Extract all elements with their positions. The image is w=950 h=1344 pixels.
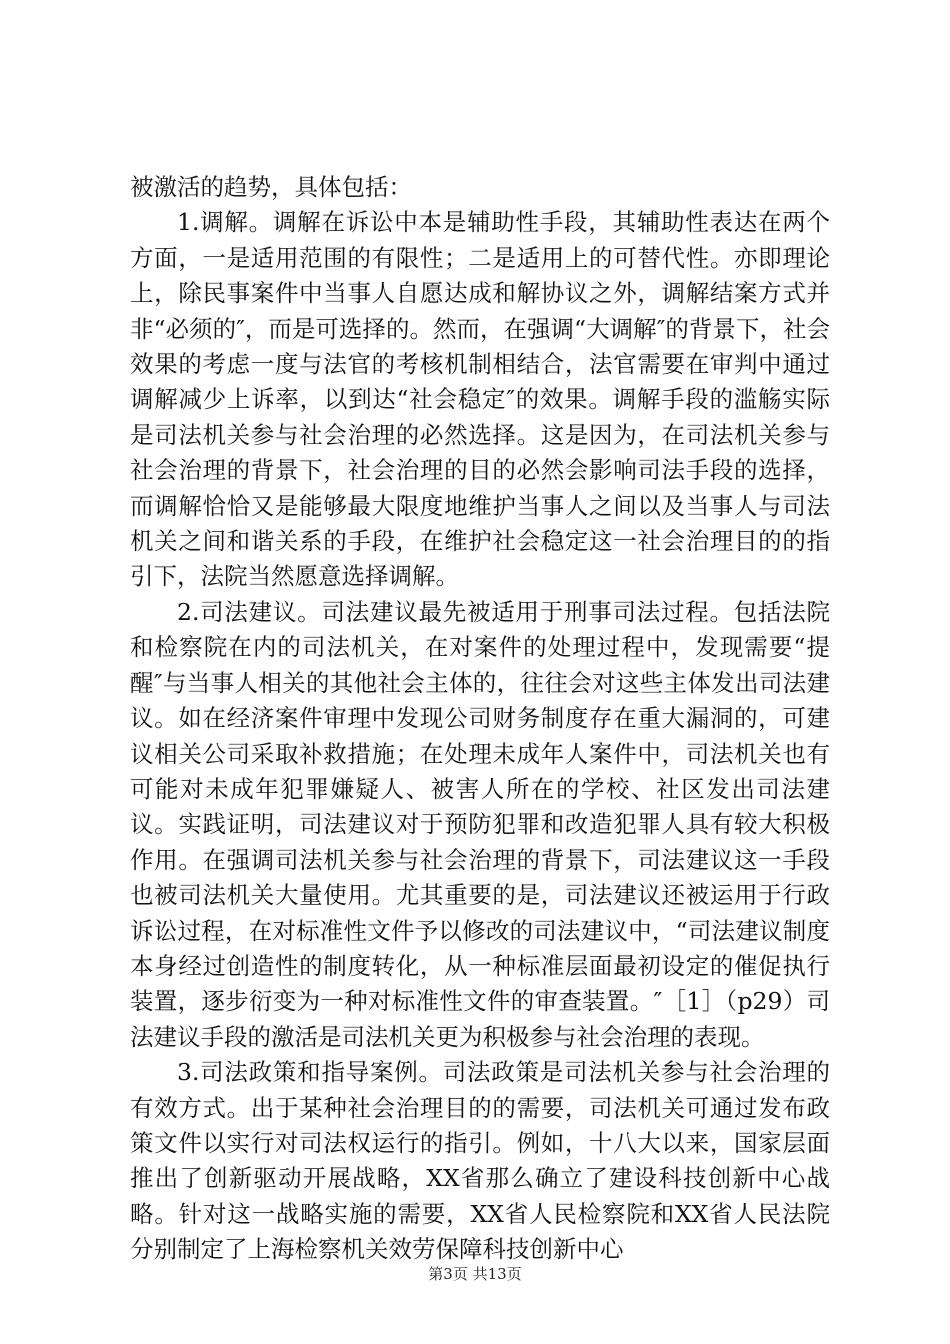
page-footer: 第3页 共13页	[428, 1265, 522, 1283]
paragraph-mediation: 1.调解。调解在诉讼中本是辅助性手段，其辅助性表达在两个方面，一是适用范围的有限性；二是适用上的可替代性。亦即理论上，除民事案件中当事人自愿达成和解协议之外，调解结案方式并非“必须的″，而是可选择的。然而，在强调“大调解″的背景下，社会效果的考虑一度与法官的考核机制相结合，法官需要在审判中通过调解减少上诉率，以到达“社会稳定″的效果。调解手段的滥觞实际是司法机关参与社会治理的必然选择。这是因为，在司法机关参与社会治理的背景下，社会治理的目的必然会影响司法手段的选择，而调解恰恰又是能够最大限度地维护当事人之间以及当事人与司法机关之间和谐关系的手段，在维护社会稳定这一社会治理目的的指引下，法院当然愿意选择调解。	[130, 208, 830, 591]
paragraph-judicial-advice: 2.司法建议。司法建议最先被适用于刑事司法过程。包括法院和检察院在内的司法机关，在对案件的处理过程中，发现需要“提醒″与当事人相关的其他社会主体的，往往会对这些主体发出司法建议。如在经济案件审理中发现公司财务制度存在重大漏洞的，可建议相关公司采取补救措施；在处理未成年人案件中，司法机关也有可能对未成年犯罪嫌疑人、被害人所在的学校、社区发出司法建议。实践证明，司法建议对于预防犯罪和改造犯罪人具有较大积极作用。在强调司法机关参与社会治理的背景下，司法建议这一手段也被司法机关大量使用。尤其重要的是，司法建议还被运用于行政诉讼过程，在对标准性文件予以修改的司法建议中，“司法建议制度本身经过创造性的制度转化，从一种标准层面最初设定的催促执行装置，逐步衍变为一种对标准性文件的审查装置。″［1］（p29）司法建议手段的激活是司法机关更为积极参与社会治理的表现。	[130, 597, 830, 1051]
paragraph-judicial-policy: 3.司法政策和指导案例。司法政策是司法机关参与社会治理的有效方式。出于某种社会治理目的的需要，司法机关可通过发布政策文件以实行对司法权运行的指引。例如，十八大以来，国家层面推出了创新驱动开展战略，XX省那么确立了建设科技创新中心战略。针对这一战略实施的需要，XX省人民检察院和XX省人民法院分别制定了上海检察机关效劳保障科技创新中心	[130, 1058, 830, 1264]
body-text	[130, 170, 830, 1268]
paragraph-continuation: 被激活的趋势，具体包括：	[130, 173, 412, 201]
